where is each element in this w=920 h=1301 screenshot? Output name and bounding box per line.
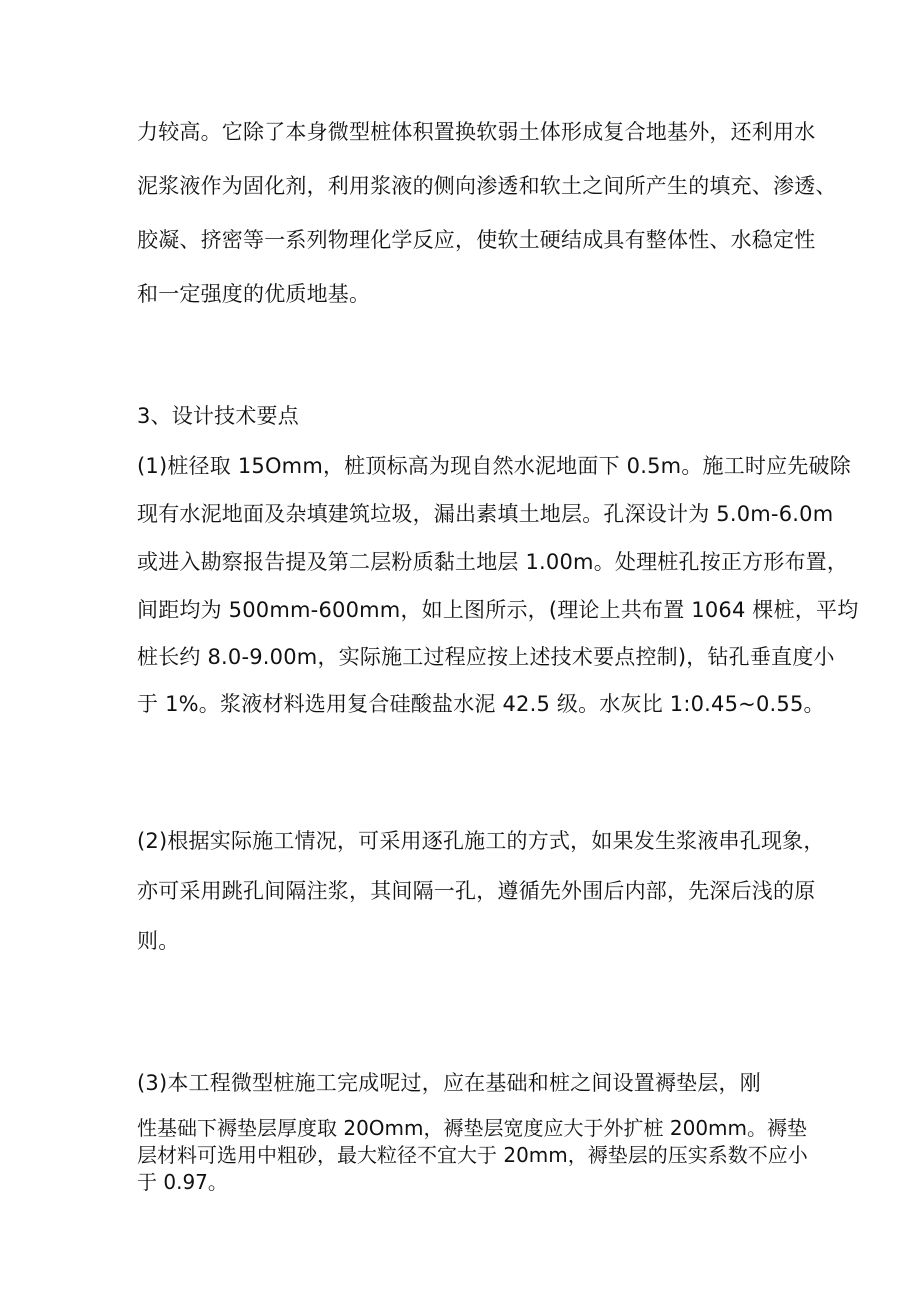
- paragraph-line: 层材料可选用中粗砂，最大粒径不宜大于 20mm，褥垫层的压实系数不应小: [137, 1143, 808, 1167]
- paragraph-line: 于 0.97。: [137, 1170, 228, 1194]
- paragraph-line: 间距均为 500mm-600mm，如上图所示，(理论上共布置 1064 棵桩，平均: [137, 598, 859, 622]
- paragraph-line: (1)桩径取 15Omm，桩顶标高为现自然水泥地面下 0.5m。施工时应先破除: [137, 454, 851, 478]
- paragraph-line: 现有水泥地面及杂填建筑垃圾，漏出素填土地层。孔深设计为 5.0m-6.0m: [137, 502, 834, 526]
- paragraph-line: 则。: [137, 929, 180, 953]
- paragraph-line: (3)本工程微型桩施工完成呢过，应在基础和桩之间设置褥垫层，刚: [137, 1071, 761, 1095]
- paragraph-line: 亦可采用跳孔间隔注浆，其间隔一孔，遵循先外围后内部，先深后浅的原: [137, 879, 816, 903]
- section-heading: 3、设计技术要点: [137, 404, 299, 428]
- paragraph-line: 或进入勘察报告提及第二层粉质黏土地层 1.00m。处理桩孔按正方形布置，: [137, 550, 849, 574]
- paragraph-line: 泥浆液作为固化剂，利用浆液的侧向渗透和软土之间所产生的填充、渗透、: [137, 174, 837, 198]
- paragraph-line: 桩长约 8.0-9.00m，实际施工过程应按上述技术要点控制)，钻孔垂直度小: [137, 645, 835, 669]
- paragraph-line: (2)根据实际施工情况，可采用逐孔施工的方式，如果发生浆液串孔现象，: [137, 829, 825, 853]
- paragraph-line: 于 1%。浆液材料选用复合硅酸盐水泥 42.5 级。水灰比 1:0.45~0.55。: [137, 692, 825, 716]
- paragraph-line: 力较高。它除了本身微型桩体积置换软弱土体形成复合地基外，还利用水: [137, 120, 816, 144]
- paragraph-line: 性基础下褥垫层厚度取 20Omm，褥垫层宽度应大于外扩桩 200mm。褥垫: [137, 1116, 808, 1140]
- paragraph-line: 和一定强度的优质地基。: [137, 282, 371, 306]
- paragraph-line: 胶凝、挤密等一系列物理化学反应，使软土硬结成具有整体性、水稳定性: [137, 228, 816, 252]
